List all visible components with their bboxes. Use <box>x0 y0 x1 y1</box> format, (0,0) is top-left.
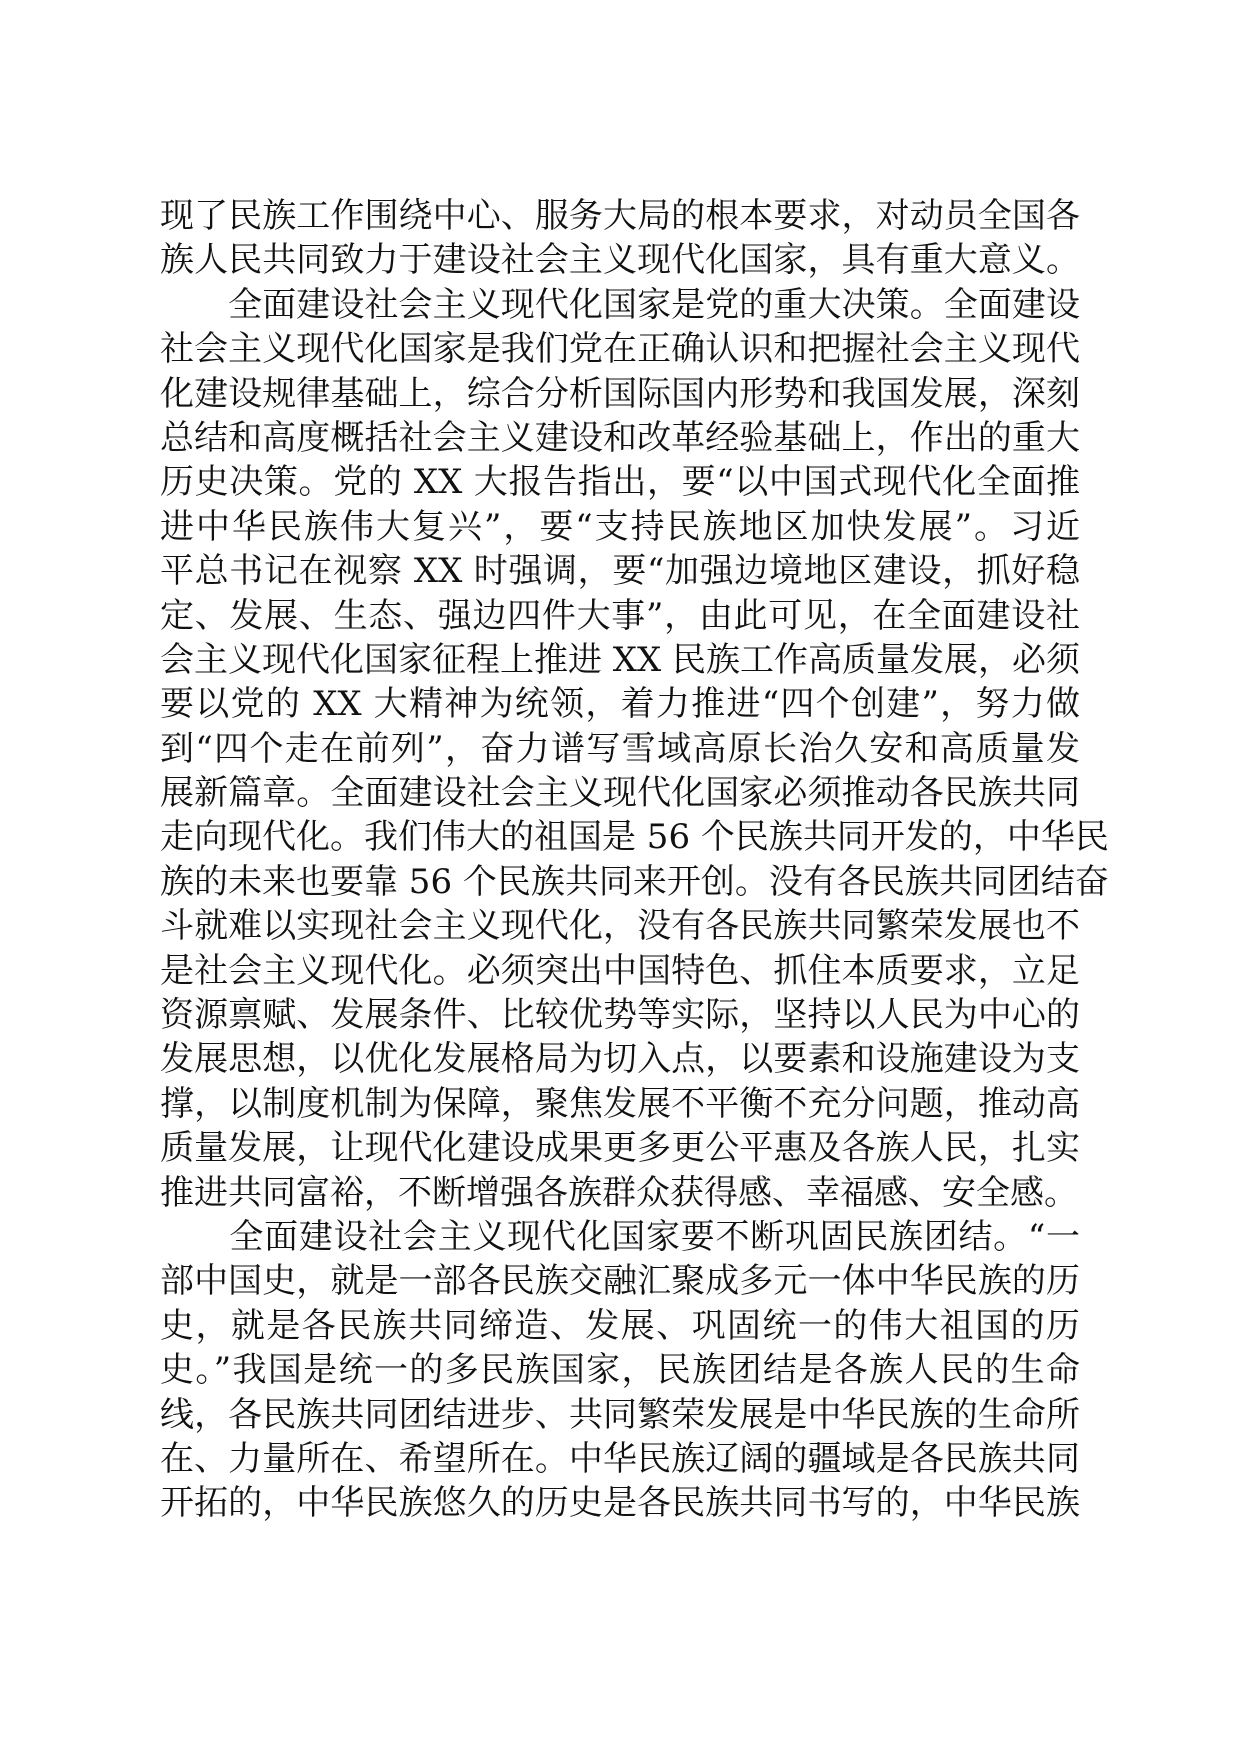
text-line: 历史决策。党的 XX 大报告指出，要“以中国式现代化全面推 <box>160 462 1080 503</box>
text-line: 化建设规律基础上，综合分析国际国内形势和我国发展，深刻 <box>160 373 1080 414</box>
text-line: 在、力量所在、希望所在。中华民族辽阔的疆域是各民族共同 <box>160 1438 1080 1479</box>
text-line: 全面建设社会主义现代化国家是党的重大决策。全面建设 <box>160 284 1080 325</box>
text-line: 到“四个走在前列”，奋力谱写雪域高原长治久安和高质量发 <box>160 728 1080 769</box>
text-line: 现了民族工作围绕中心、服务大局的根本要求，对动员全国各 <box>160 196 1080 236</box>
text-line: 族的未来也要靠 56 个民族共同来开创。没有各民族共同团结奋 <box>160 861 1109 902</box>
text-line: 撑，以制度机制为保障，聚焦发展不平衡不充分问题，推动高 <box>160 1083 1080 1124</box>
text-line: 推进共同富裕，不断增强各族群众获得感、幸福感、安全感。 <box>160 1172 1078 1213</box>
text-line: 部中国史，就是一部各民族交融汇聚成多元一体中华民族的历 <box>160 1261 1080 1302</box>
text-line: 定、发展、生态、强边四件大事”，由此可见，在全面建设社 <box>160 595 1080 636</box>
text-line: 进中华民族伟大复兴”，要“支持民族地区加快发展”。习近 <box>160 506 1080 547</box>
document-page <box>160 194 1109 1526</box>
text-line: 资源禀赋、发展条件、比较优势等实际，坚持以人民为中心的 <box>160 995 1080 1036</box>
text-line: 族人民共同致力于建设社会主义现代化国家，具有重大意义。 <box>160 240 1080 281</box>
text-line: 质量发展，让现代化建设成果更多更公平惠及各族人民，扎实 <box>160 1128 1080 1169</box>
text-line: 是社会主义现代化。必须突出中国特色、抓住本质要求，立足 <box>160 950 1080 991</box>
text-line: 全面建设社会主义现代化国家要不断巩固民族团结。“一 <box>160 1216 1080 1257</box>
text-line: 平总书记在视察 XX 时强调，要“加强边境地区建设，抓好稳 <box>160 551 1080 592</box>
text-line: 史，就是各民族共同缔造、发展、巩固统一的伟大祖国的历 <box>160 1305 1080 1346</box>
text-line: 发展思想，以优化发展格局为切入点，以要素和设施建设为支 <box>160 1039 1080 1080</box>
text-line: 史。”我国是统一的多民族国家，民族团结是各族人民的生命 <box>160 1350 1080 1391</box>
text-line: 社会主义现代化国家是我们党在正确认识和把握社会主义现代 <box>160 329 1080 370</box>
text-line: 展新篇章。全面建设社会主义现代化国家必须推动各民族共同 <box>160 773 1080 814</box>
text-line: 要以党的 XX 大精神为统领，着力推进“四个创建”，努力做 <box>160 684 1080 725</box>
text-line: 走向现代化。我们伟大的祖国是 56 个民族共同开发的，中华民 <box>160 817 1109 858</box>
text-line: 会主义现代化国家征程上推进 XX 民族工作高质量发展，必须 <box>160 639 1081 680</box>
text-line: 线，各民族共同团结进步、共同繁荣发展是中华民族的生命所 <box>160 1394 1080 1435</box>
text-line: 总结和高度概括社会主义建设和改革经验基础上，作出的重大 <box>160 417 1080 458</box>
text-line: 开拓的，中华民族悠久的历史是各民族共同书写的，中华民族 <box>160 1483 1080 1524</box>
text-line: 斗就难以实现社会主义现代化，没有各民族共同繁荣发展也不 <box>160 906 1080 947</box>
